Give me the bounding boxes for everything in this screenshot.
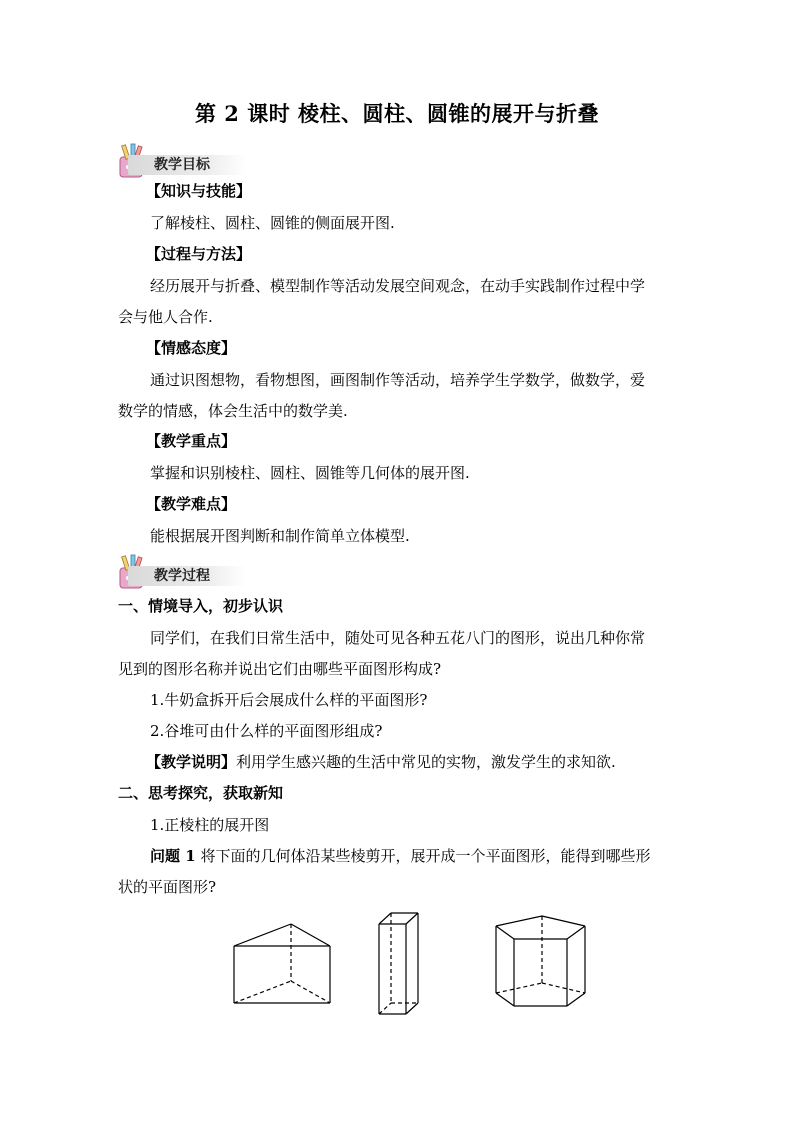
emotion-heading: 【情感态度】 bbox=[146, 339, 237, 357]
emotion-text-1: 通过识图想物，看物想图，画图制作等活动，培养学生学数学，做数学，爱 bbox=[150, 371, 646, 389]
key-text: 掌握和识别棱柱、圆柱、圆锥等几何体的展开图. bbox=[150, 464, 470, 482]
section2-heading: 二、思考探究，获取新知 bbox=[118, 784, 284, 802]
prism-figures bbox=[220, 900, 640, 1025]
key-heading: 【教学重点】 bbox=[146, 432, 237, 450]
difficulty-heading: 【教学难点】 bbox=[146, 495, 237, 513]
process-text-1: 经历展开与折叠、模型制作等活动发展空间观念，在动手实践制作过程中学 bbox=[150, 277, 646, 295]
problem-text-1: 将下面的几何体沿某些棱剪开，展开成一个平面图形，能得到哪些形 bbox=[200, 847, 651, 865]
page-title: 第 2 课时 棱柱、圆柱、圆锥的展开与折叠 bbox=[194, 101, 600, 126]
problem-1-line-1 bbox=[150, 846, 650, 866]
problem-text-2: 状的平面图形? bbox=[118, 878, 217, 896]
section1-text-2: 见到的图形名称并说出它们由哪些平面图形构成? bbox=[118, 660, 442, 678]
emotion-text-2: 数学的情感，体会生活中的数学美. bbox=[118, 402, 348, 420]
note-text: 利用学生感兴趣的生活中常见的实物，激发学生的求知欲. bbox=[236, 753, 616, 771]
problem-label: 问题 1 bbox=[150, 847, 196, 865]
difficulty-text: 能根据展开图判断和制作简单立体模型. bbox=[150, 527, 410, 545]
process-badge-label: 教学过程 bbox=[154, 568, 210, 584]
pentagonal-prism-figure bbox=[496, 916, 585, 1006]
knowledge-heading: 【知识与技能】 bbox=[146, 182, 252, 200]
square-prism-figure bbox=[379, 913, 418, 1014]
section1-text-1: 同学们，在我们日常生活中，随处可见各种五花八门的图形，说出几种你常 bbox=[150, 629, 646, 647]
question-2: 2.谷堆可由什么样的平面图形组成? bbox=[150, 722, 383, 740]
triangular-prism-figure bbox=[234, 924, 330, 1003]
goals-badge bbox=[116, 143, 246, 179]
note-label: 【教学说明】 bbox=[146, 753, 237, 771]
subsection-1: 1.正棱柱的展开图 bbox=[150, 816, 270, 834]
process-badge bbox=[116, 554, 246, 590]
process-text-2: 会与他人合作. bbox=[118, 308, 213, 326]
section1-heading: 一、情境导入，初步认识 bbox=[118, 597, 284, 615]
process-heading: 【过程与方法】 bbox=[146, 245, 252, 263]
goals-badge-label: 教学目标 bbox=[154, 157, 210, 173]
question-1: 1.牛奶盒拆开后会展成什么样的平面图形? bbox=[150, 691, 428, 709]
teaching-note bbox=[146, 752, 616, 772]
knowledge-text: 了解棱柱、圆柱、圆锥的侧面展开图. bbox=[150, 214, 395, 232]
